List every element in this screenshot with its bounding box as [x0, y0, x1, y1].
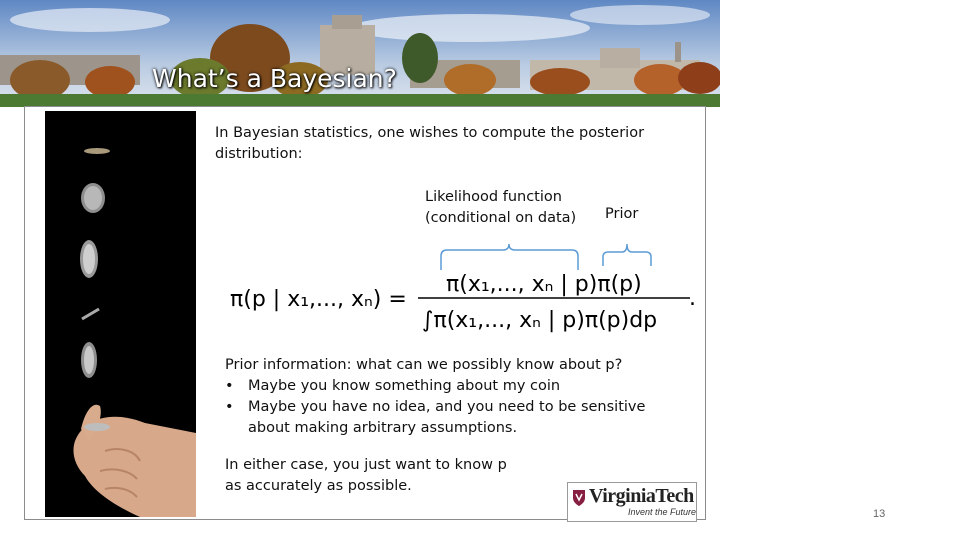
shield-icon [572, 489, 586, 507]
bullet-symbol: • [225, 399, 234, 415]
conclusion-text: In either case, you just want to know p as accurately as possible. [225, 457, 507, 494]
logo-name: VirginiaTech [589, 485, 694, 507]
formula-numerator: π(x₁,..., xₙ | p)π(p) [446, 272, 642, 297]
likelihood-label-line2: (conditional on data) [425, 210, 577, 226]
logo-tagline: Invent the Future [628, 507, 697, 517]
prior-information-block [225, 355, 665, 439]
page-number: 13 [873, 508, 886, 520]
prior-information-heading: Prior information: what can we possibly know about p? [225, 357, 623, 373]
formula-denominator: ∫π(x₁,..., xₙ | p)π(p)dp [422, 308, 658, 333]
likelihood-bracket [441, 244, 578, 270]
bullet-item [225, 397, 665, 439]
slide-title: What’s a Bayesian? [152, 64, 397, 93]
bullet-symbol: • [225, 378, 234, 394]
bullet-text-1: Maybe you know something about my coin [248, 378, 561, 394]
likelihood-label-line1: Likelihood function [425, 189, 562, 205]
virginia-tech-logo [567, 482, 697, 522]
formula-period: . [689, 286, 696, 311]
bullet-item [225, 376, 665, 397]
intro-text: In Bayesian statistics, one wishes to compute the posterior distribution: [215, 125, 645, 162]
bullet-text-2: Maybe you have no idea, and you need to be sensitive about making arbitrary assumptions. [248, 399, 646, 436]
prior-label: Prior [605, 206, 639, 222]
formula-lhs: π(p | x₁,..., xₙ) = [230, 287, 407, 312]
prior-bracket [603, 244, 651, 266]
